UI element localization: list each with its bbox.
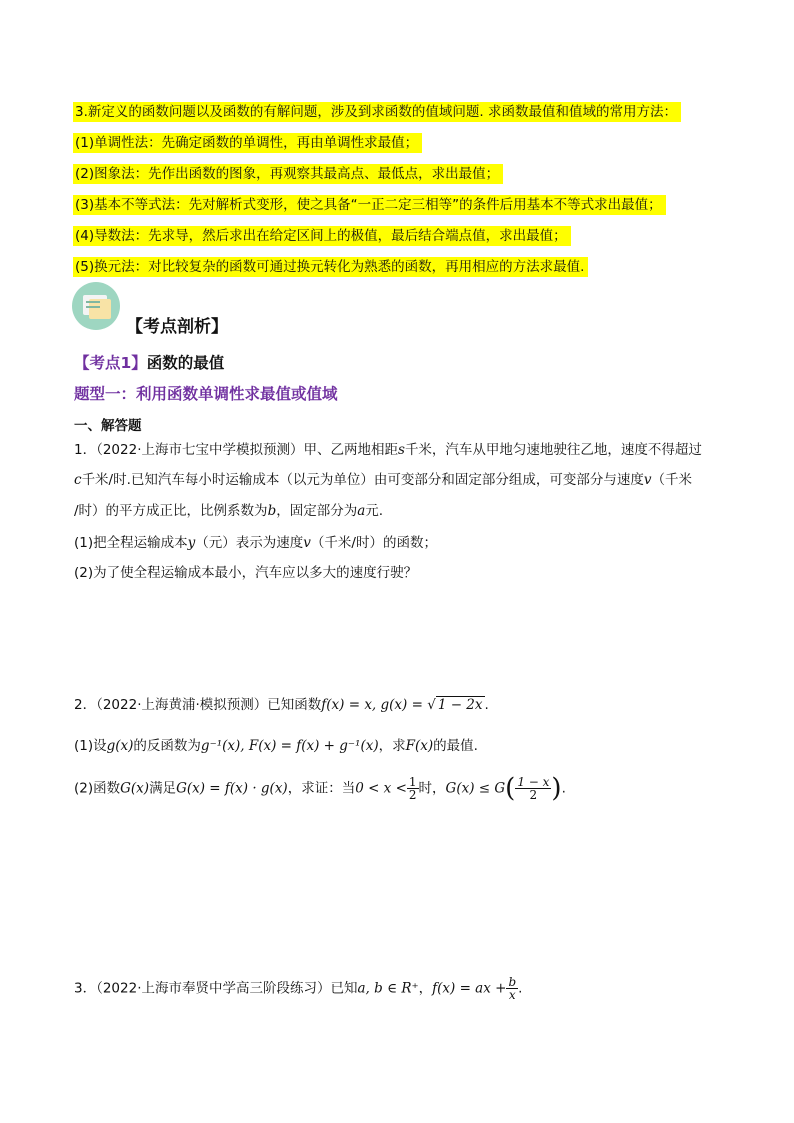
kaodian-title: 函数的最值 — [146, 354, 225, 372]
q2-line-2: (1)设g(x)的反函数为g⁻¹(x), F(x) = f(x) + g⁻¹(x)，求F(x)的最值. — [74, 738, 478, 754]
q1-line-4: (1)把全程运输成本y（元）表示为速度v（千米/时）的函数； — [74, 535, 437, 551]
fraction-b-over-x: $\frac{b}{x}$ — [508, 975, 517, 1002]
summary-line-2: (1)单调性法：先确定函数的单调性，再由单调性求最值； — [73, 133, 422, 153]
q3-line-1: 3．（2022·上海市奉贤中学高三阶段练习）已知a, b ∈ R⁺，f(x) = ax + $\frac{b}{x}$ . — [74, 975, 523, 1002]
part-heading: 一、解答题 — [74, 418, 142, 434]
summary-line-5: (4)导数法：先求导，然后求出在给定区间上的极值，最后结合端点值，求出最值； — [73, 226, 571, 246]
question-type-heading: 题型一：利用函数单调性求最值或值域 — [74, 385, 338, 403]
section-title: 【考点剖析】 — [126, 317, 228, 337]
q1-line-3: /时）的平方成正比，比例系数为b，固定部分为a元. — [74, 503, 384, 519]
q2-line-1: 2．（2022·上海黄浦·模拟预测）已知函数f(x) = x, g(x) = √ 1 − 2x . — [74, 697, 489, 713]
kaodian-heading — [74, 351, 224, 373]
summary-line-3: (2)图象法：先作出函数的图象，再观察其最高点、最低点，求出最值； — [73, 164, 503, 184]
q1-line-1: 1．（2022·上海市七宝中学模拟预测）甲、乙两地相距s千米，汽车从甲地匀速地驶往乙地，速度不得超过 — [74, 442, 702, 458]
document-notes-icon — [72, 282, 120, 330]
summary-line-1: 3.新定义的函数问题以及函数的有解问题，涉及到求函数的值域问题. 求函数最值和值域的常用方法： — [73, 102, 681, 122]
q2-line-3: (2)函数G(x)满足G(x) = f(x) · g(x)，求证：当0 < x < $\frac{1}{2}$ 时，G(x) ≤ G( $\frac{1 - x}{2}$ ). — [74, 773, 566, 804]
q1-line-5: (2)为了使全程运输成本最小，汽车应以多大的速度行驶？ — [74, 565, 418, 581]
section-header — [72, 282, 372, 342]
sqrt-expression: √ 1 − 2x — [427, 697, 483, 713]
fraction-one-half: $\frac{1}{2}$ — [408, 775, 417, 802]
fraction-one-minus-x-over-2: $\frac{1 - x}{2}$ — [517, 775, 550, 802]
q1-line-2: c千米/时.已知汽车每小时运输成本（以元为单位）由可变部分和固定部分组成，可变部分与速度v（千米 — [74, 472, 693, 488]
summary-line-4: (3)基本不等式法：先对解析式变形，使之具备“一正二定三相等”的条件后用基本不等式求出最值； — [73, 195, 666, 215]
kaodian-tag: 【考点1】 — [74, 354, 147, 372]
summary-line-6: (5)换元法：对比较复杂的函数可通过换元转化为熟悉的函数，再用相应的方法求最值. — [73, 257, 588, 277]
